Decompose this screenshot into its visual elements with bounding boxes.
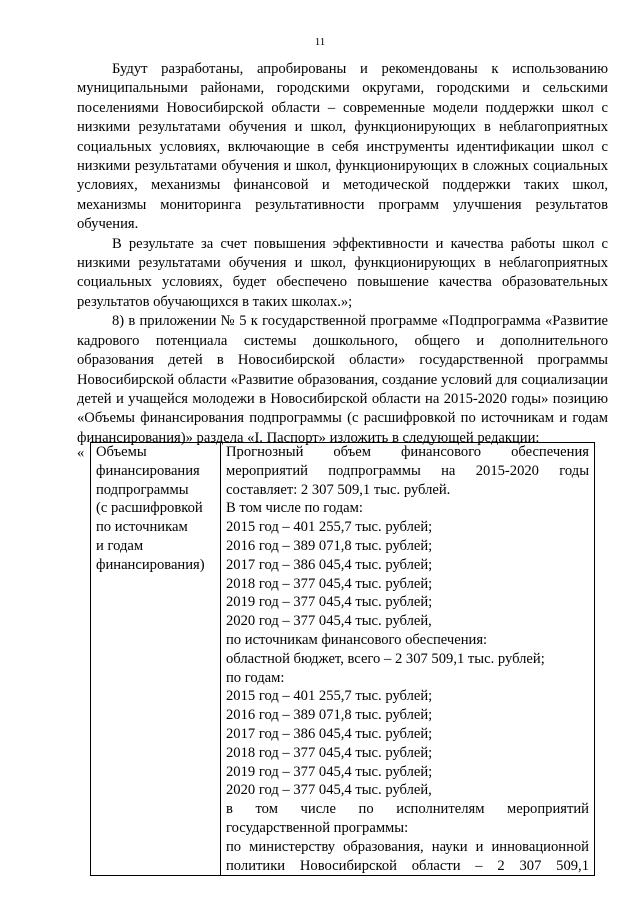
ministry-line: по министерству образования, науки и инновационной политики Новосибирской области – 2 307 509,1	[226, 838, 589, 874]
funding-line: 2015 год – 401 255,7 тыс. рублей;	[226, 519, 433, 536]
executors-line: в том числе по исполнителям мероприятий государственной программы:	[226, 801, 589, 836]
funding-line: по годам:	[226, 669, 285, 686]
left-line: подпрограммы	[96, 481, 189, 498]
left-line: Объемы	[96, 444, 147, 460]
funding-line: 2018 год – 377 045,4 тыс. рублей;	[226, 575, 433, 592]
funding-line: 2015 год – 401 255,7 тыс. рублей;	[226, 688, 433, 705]
funding-line: 2019 год – 377 045,4 тыс. рублей;	[226, 763, 433, 780]
left-line: финансирования)	[96, 556, 205, 573]
left-line: (с расшифровкой	[96, 500, 203, 517]
funding-intro: Прогнозный объем финансового обеспечения мероприятий подпрограммы на 2015-2020 годы составляет: 2 307 509,1 тыс. рублей.	[226, 444, 589, 498]
document-body	[77, 60, 608, 448]
paragraph-3: 8) в приложении № 5 к государственной программе «Подпрограмма «Развитие кадрового потенциала системы дошкольного, общего и дополнительного образования детей в Новосибирской области» государственной программы Новосибирской области «Развитие образования, создание условий для социализации детей и учащейся молодежи в Новосибирской области на 2015-2020 годы» позицию «Объемы финансирования подпрограммы (с расшифровкой по источникам и годам финансирования)» раздела «I. Паспорт» изложить в следующей редакции:	[77, 313, 608, 446]
opening-quote: «	[77, 445, 85, 461]
funding-line: 2019 год – 377 045,4 тыс. рублей;	[226, 594, 433, 611]
paragraph-1: Будут разработаны, апробированы и рекомендованы к использованию муниципальными районами, городскими округами, городскими и сельскими поселениями Новосибирской области – современные модели поддержки школ с низкими результатами обучения и школ, функционирующих в неблагоприятных социальных условиях, включающие в себя инструменты идентификации школ с низкими результатами обучения и школ, функционирующих в сложных социальных условиях, механизмы финансовой и методической поддержки таких школ, механизмы мониторинга результативности программ улучшения результатов обучения.	[77, 61, 608, 233]
funding-line: 2018 год – 377 045,4 тыс. рублей;	[226, 744, 433, 761]
funding-line: 2016 год – 389 071,8 тыс. рублей;	[226, 537, 433, 554]
left-cell	[91, 443, 221, 876]
funding-line: областной бюджет, всего – 2 307 509,1 тыс. рублей;	[226, 650, 545, 667]
funding-line: 2020 год – 377 045,4 тыс. рублей,	[226, 613, 432, 630]
left-line: по источникам	[96, 519, 188, 536]
table-row	[91, 443, 595, 876]
left-line: и годам	[96, 537, 144, 554]
page-number: 11	[314, 36, 326, 48]
funding-line: 2017 год – 386 045,4 тыс. рублей;	[226, 556, 433, 573]
paragraph-2: В результате за счет повышения эффективности и качества работы школ с низкими результатами обучения и школ, функционирующих в неблагоприятных социальных условиях, будет обеспечено повышение качества образовательных результатов обучающихся в таких школах.»;	[77, 235, 608, 310]
funding-line: В том числе по годам:	[226, 500, 363, 517]
right-cell	[221, 443, 595, 876]
funding-line: по источникам финансового обеспечения:	[226, 631, 488, 648]
funding-line: 2020 год – 377 045,4 тыс. рублей,	[226, 782, 432, 799]
passport-table	[90, 442, 595, 876]
funding-line: 2017 год – 386 045,4 тыс. рублей;	[226, 725, 433, 742]
left-line: финансирования	[96, 462, 200, 479]
funding-line: 2016 год – 389 071,8 тыс. рублей;	[226, 707, 433, 724]
